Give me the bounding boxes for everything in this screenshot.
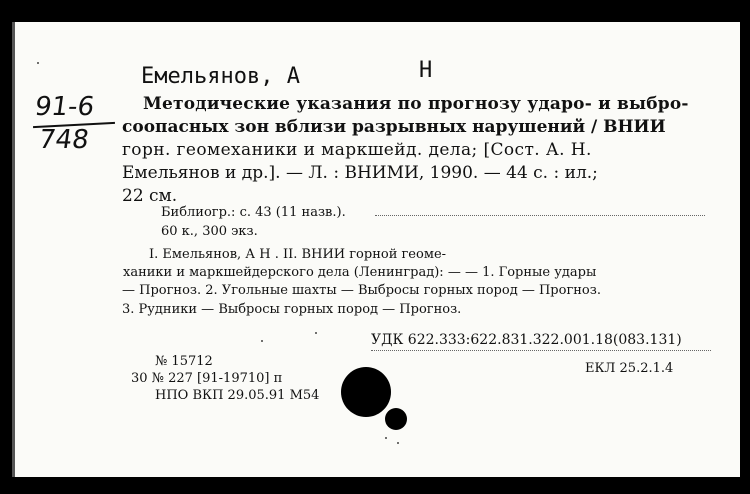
- title-line-4: Емельянов и др.]. — Л. : ВНИМИ, 1990. — 44 с. : ил.;: [122, 163, 598, 183]
- speck: [385, 437, 387, 439]
- udk-code: УДК 622.333:622.831.322.001.18(083.131): [371, 332, 682, 348]
- ink-stamp: [341, 367, 391, 417]
- tracing-line-2: ханики и маркшейдерского дела (Ленинград): — — 1. Горные удары: [123, 265, 597, 280]
- record-number: № 15712: [155, 354, 213, 369]
- udk-rule: [371, 350, 711, 351]
- title-line-1: Методические указания по прогнозу ударо- и выбро-: [143, 94, 689, 114]
- speck: [37, 62, 39, 64]
- title-line-5: 22 см.: [122, 186, 178, 206]
- npo-line: НПО ВКП 29.05.91 М54: [155, 388, 320, 403]
- speck: [261, 340, 263, 342]
- catalog-card: [12, 22, 740, 477]
- author-initial: Н: [419, 58, 433, 83]
- call-number-bottom: 748: [36, 125, 91, 155]
- speck: [397, 442, 399, 444]
- ekl-code: ЕКЛ 25.2.1.4: [585, 361, 674, 376]
- tracing-line-3: — Прогноз. 2. Угольные шахты — Выбросы горных пород — Прогноз.: [122, 283, 601, 298]
- speck: [315, 332, 317, 334]
- print-run: 60 к., 300 экз.: [161, 224, 258, 239]
- author-surname: Емельянов, А: [141, 64, 300, 89]
- dotted-rule: [375, 215, 705, 216]
- call-number-top: 91-6: [32, 92, 97, 122]
- tracing-line-4: 3. Рудники — Выбросы горных пород — Прогноз.: [122, 302, 462, 317]
- ink-blot: [385, 408, 407, 430]
- title-line-3: горн. геомеханики и маркшейд. дела; [Сост. А. Н.: [122, 140, 592, 160]
- title-line-2: соопасных зон вблизи разрывных нарушений / ВНИИ: [122, 117, 666, 137]
- tracing-line-1: I. Емельянов, А Н . II. ВНИИ горной геоме-: [149, 247, 447, 262]
- order-line: 30 № 227 [91-19710] п: [131, 371, 283, 386]
- biblio-note: Библиогр.: с. 43 (11 назв.).: [161, 205, 346, 220]
